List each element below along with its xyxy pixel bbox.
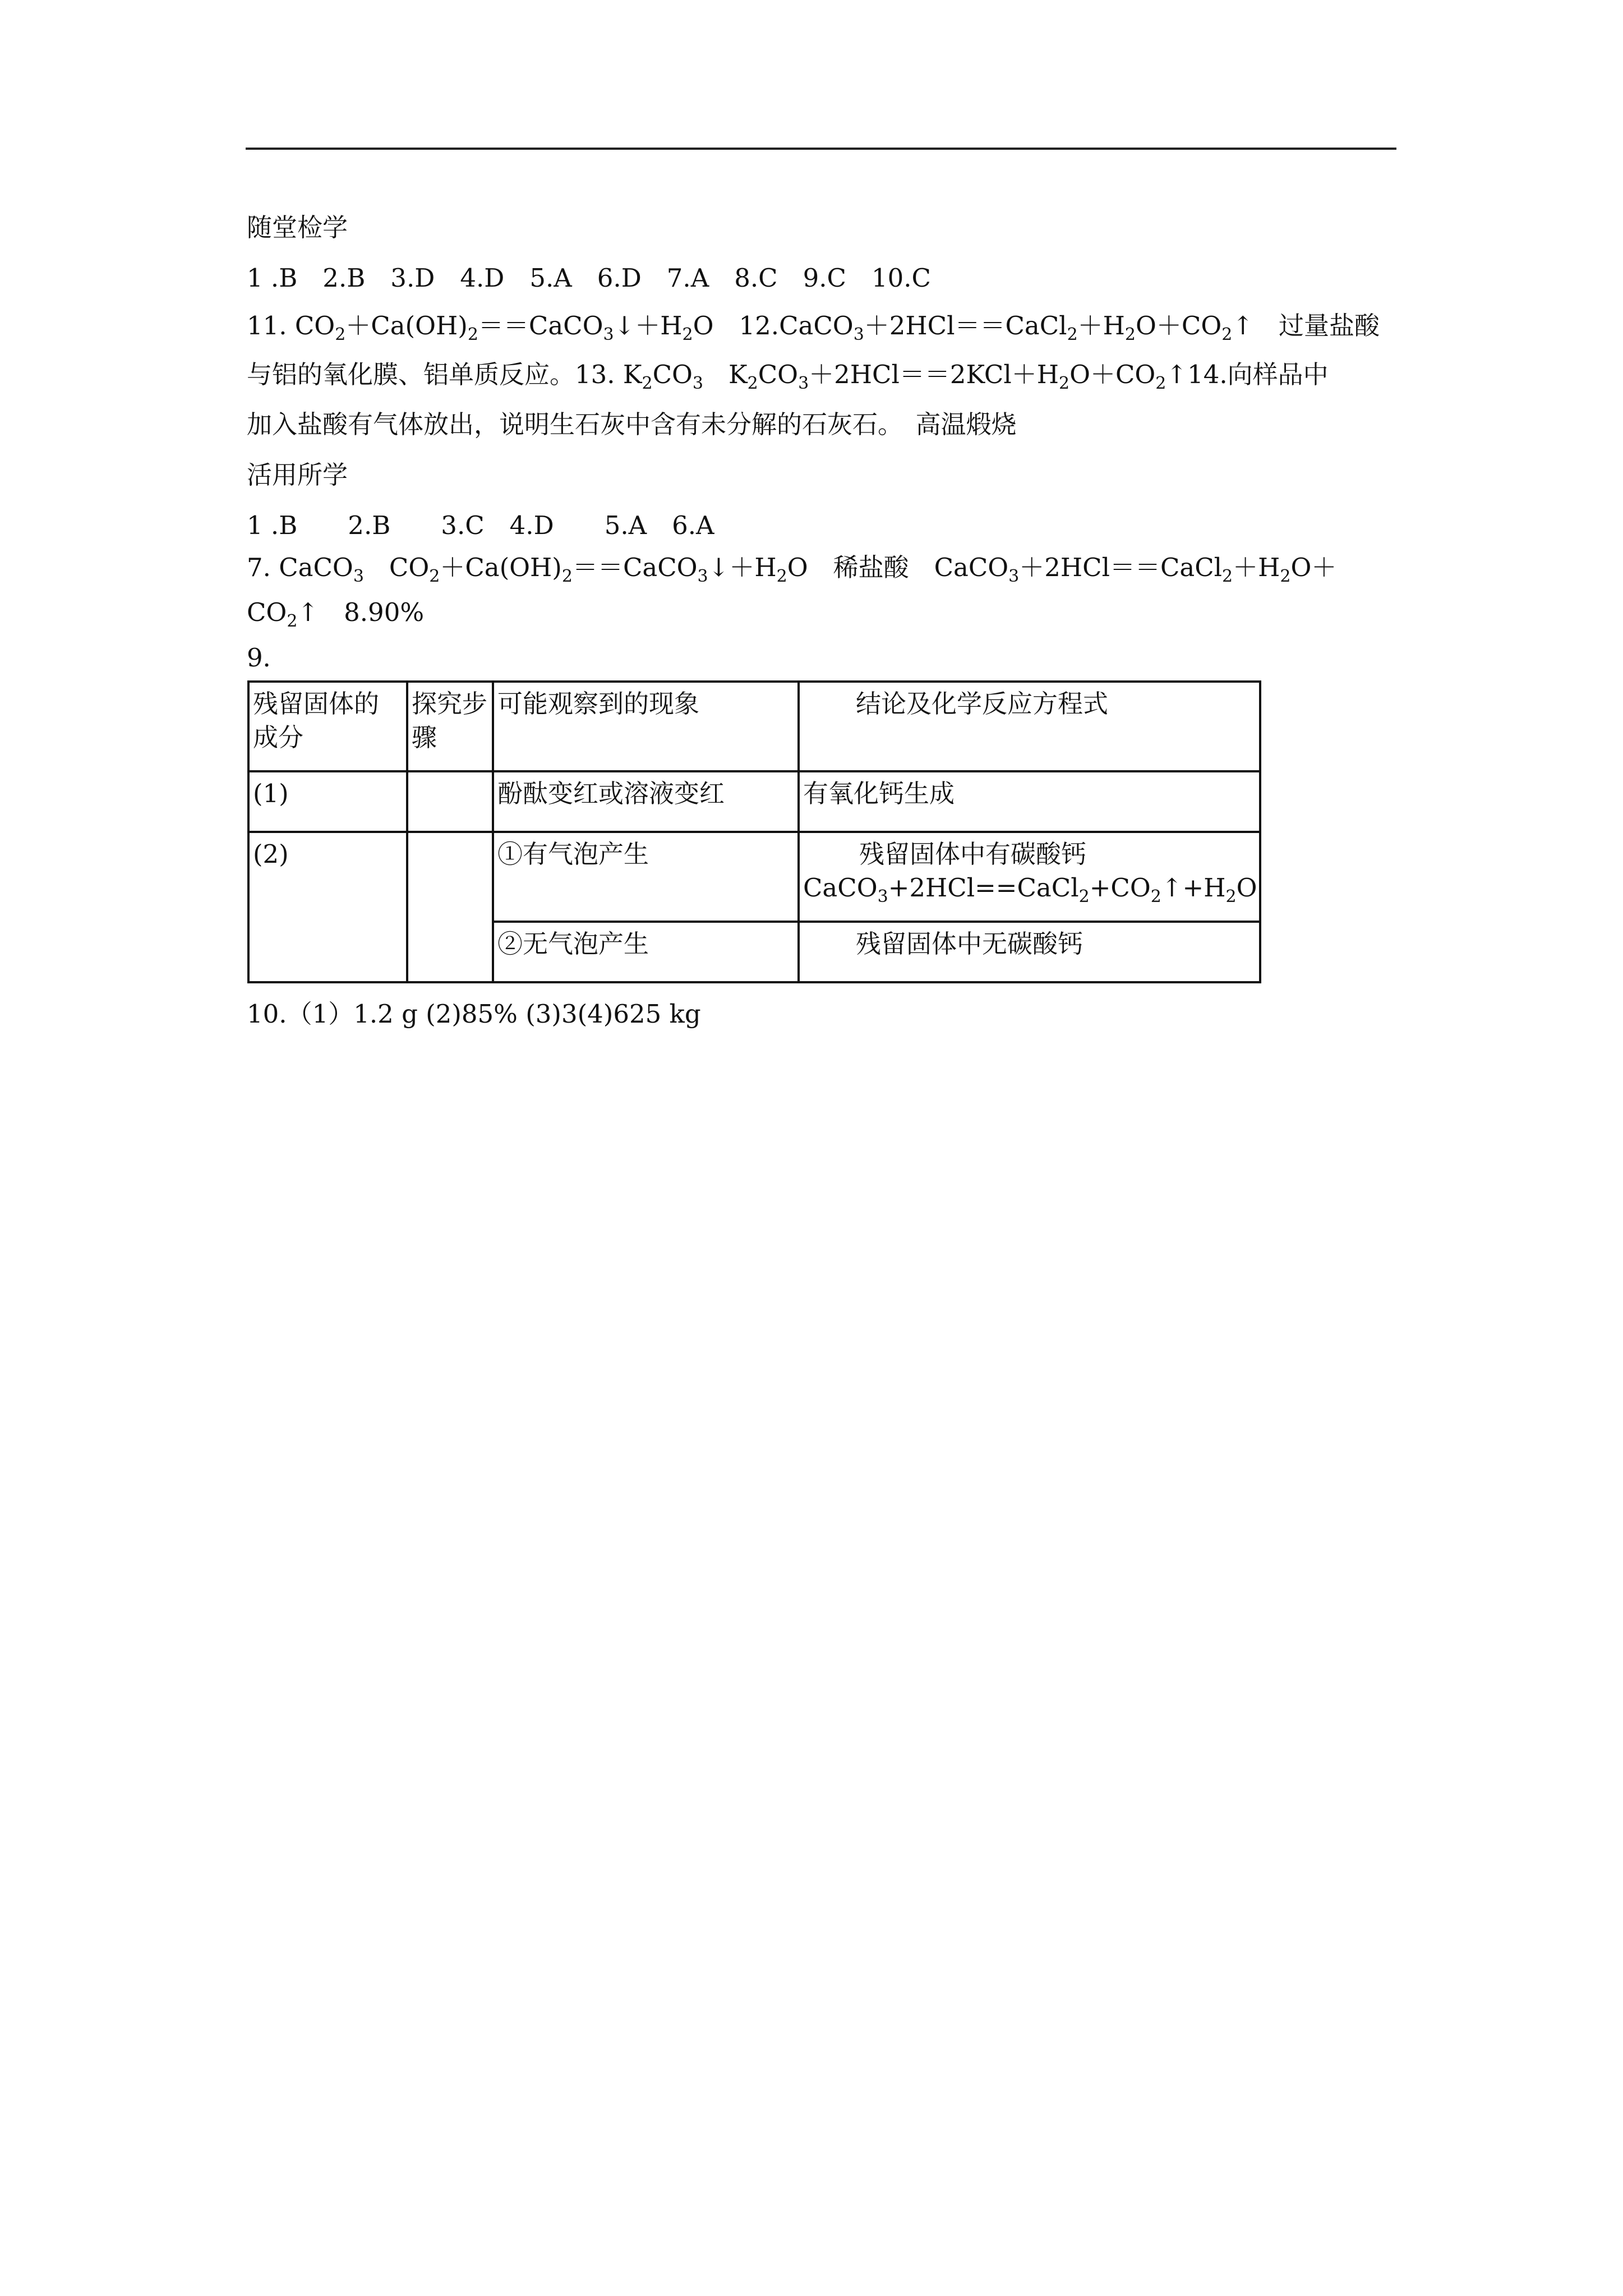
conclusion-text: 残留固体中有碳酸钙: [859, 839, 1087, 869]
table-cell: (2): [248, 832, 407, 982]
answers-line-1: 1 .B 2.B 3.D 4.D 5.A 6.D 7.A 8.C 9.C 10.C: [247, 263, 931, 293]
header-cell-steps: 探究步骤: [407, 682, 493, 771]
table-header-row: [248, 682, 1260, 771]
result-table: [247, 680, 1261, 983]
section-title-2: 活用所学: [247, 460, 348, 490]
table-cell: ①有气泡产生: [493, 832, 799, 922]
q10-line: 10.（1）1.2 g (2)85% (3)3(4)625 kg: [247, 999, 701, 1029]
header-rule: [246, 148, 1396, 150]
table-row: [248, 771, 1260, 832]
equation-text: $CaCO_3+2HCl==CaCl_2+CO_2↑+H_2O$: [803, 873, 1257, 907]
q9-label: 9．: [247, 643, 288, 673]
q7-line: 7. CaCO$_3$ $CO_2+Ca(OH)_2==CaCO_3↓+H_2O$ 稀盐酸 $CaCO_3+2HCl==CaCl_2+H_2O+$: [247, 553, 1337, 586]
q12-q14-line: 与铝的氧化膜、铝单质反应。13. $K_2CO_3$ $K_2CO_3+2HCl==2KCl+H_2O+CO_2↑14$.向样品中: [247, 360, 1329, 393]
q14-line: 加入盐酸有气体放出，说明生石灰中含有未分解的石灰石。 高温煅烧: [247, 409, 1017, 439]
table-cell: ②无气泡产生: [493, 922, 799, 982]
table-cell: [799, 832, 1260, 922]
table-cell: 酚酞变红或溶液变红: [493, 771, 799, 832]
q7-q8-line: $CO_2↑$ 8.90%: [247, 597, 425, 631]
table-cell: (1): [248, 771, 407, 832]
table-cell: 残留固体中无碳酸钙: [799, 922, 1260, 982]
section-title-1: 随堂检学: [247, 213, 348, 242]
table-row: [248, 832, 1260, 922]
q11-q12-line: 11. $CO_2+Ca(OH)_2==CaCO_3↓+H_2O$ $12.CaCO_3+2HCl==CaCl_2+H_2O+CO_2↑$ 过量盐酸: [247, 311, 1380, 344]
table-cell: 有氧化钙生成: [799, 771, 1260, 832]
table-cell: [407, 832, 493, 982]
answers-line-2: 1 .B 2.B 3.C 4.D 5.A 6.A: [247, 510, 714, 540]
header-cell-conclusion: 结论及化学反应方程式: [799, 682, 1260, 771]
header-cell-phenomenon: 可能观察到的现象: [493, 682, 799, 771]
header-cell-component: 残留固体的成分: [248, 682, 407, 771]
table-cell: [407, 771, 493, 832]
